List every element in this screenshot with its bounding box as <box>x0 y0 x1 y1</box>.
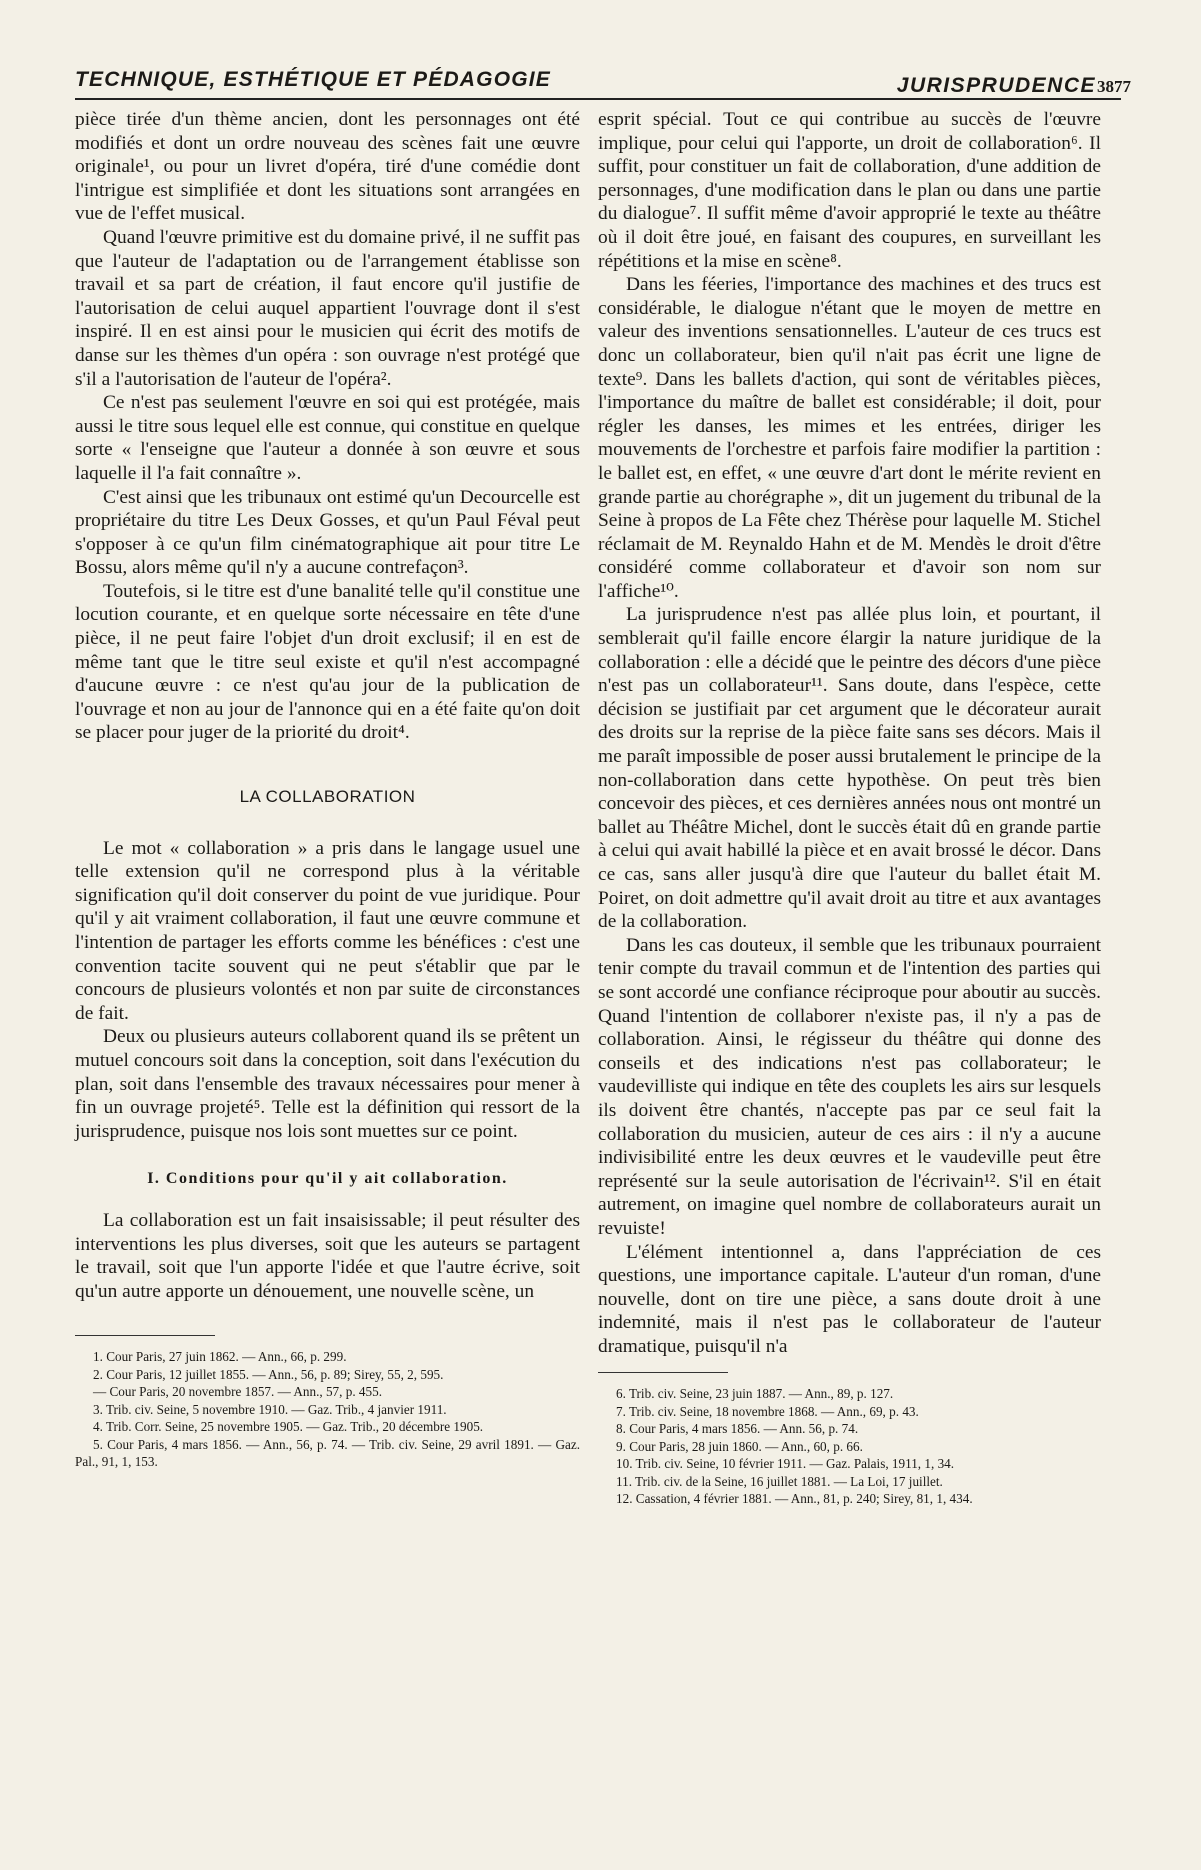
paragraph: Toutefois, si le titre est d'une banalité telle qu'il constitue une locution courante, et en quelque sorte nécessaire en tête d'une pièce, il ne peut faire l'objet d'un droit exclusif; il en est de même tant que le titre seul existe et qu'il n'est accompagné d'aucune œuvre : ce n'est qu'au jour de la publication de l'ouvrage et non au jour de l'annonce qui en a été faite qu'on doit se placer pour juger de la priorité du droit⁴. <box>75 580 580 744</box>
footnote: 2. Cour Paris, 12 juillet 1855. — Ann., 56, p. 89; Sirey, 55, 2, 595. <box>93 1366 444 1382</box>
paragraph: Deux ou plusieurs auteurs collaborent quand ils se prêtent un mutuel concours soit dans la conception, soit dans l'exécution du plan, soit dans l'ensemble des travaux nécessaires pour mener à fin un ouvrage projeté⁵. Telle est la définition qui ressort de la jurisprudence, puisque nos lois sont muettes sur ce point. <box>75 1026 580 1142</box>
paragraph: Ce n'est pas seulement l'œuvre en soi qui est protégée, mais aussi le titre sous lequel elle est connue, qui constitue en quelque sorte « l'enseigne que l'auteur a donnée à son œuvre et sous laquelle il l'a fait connaître ». <box>75 392 580 484</box>
right-column <box>598 108 1101 1508</box>
paragraph: Le mot « collaboration » a pris dans le langage usuel une telle extension qu'il ne correspond plus à la véritable signification qu'il doit conserver du point de vue juridique. Pour qu'il y ait vraiment collaboration, il faut une œuvre commune et l'intention de partager les efforts comme les bénéfices : c'est une convention tacite souvent qui ne peut s'établir que par le concours de plusieurs volontés et non par suite de circonstances de fait. <box>75 837 580 1024</box>
page-number: 3877 <box>1097 77 1131 96</box>
footnote: — Cour Paris, 20 novembre 1857. — Ann., 57, p. 455. <box>93 1384 383 1400</box>
paragraph: La jurisprudence n'est pas allée plus loin, et pourtant, il semblerait qu'il faille encore élargir la nature juridique de la collaboration : elle a décidé que le peintre des décors d'une pièce n'est pas un collaborateur¹¹. Sans doute, dans l'espèce, cette décision se justifiait par cet argument que le décorateur aurait des droits sur la reprise de la pièce faite sans ses décors. Mais il me paraît impossible de poser aussi brutalement le principe de la non-collaboration dans cette hypothèse. On peut très bien concevoir des pièces, et ces dernières années nous ont montré un ballet au Théâtre Michel, dont le succès était dû en grande partie à celui qui avait habillé la pièce et en avait brossé le décor. Dans ce cas, sans aller jusqu'à dire que l'auteur du ballet était M. Poiret, on doit admettre qu'il avait droit au titre et aux avantages de la collaboration. <box>598 604 1101 933</box>
footnote-rule <box>598 1372 728 1373</box>
footnote: 11. Trib. civ. de la Seine, 16 juillet 1881. — La Loi, 17 juillet. <box>616 1473 943 1489</box>
footnote: 8. Cour Paris, 4 mars 1856. — Ann. 56, p. 74. <box>616 1421 859 1437</box>
footnote: 3. Trib. civ. Seine, 5 novembre 1910. — Gaz. Trib., 4 janvier 1911. <box>93 1401 447 1417</box>
paragraph: esprit spécial. Tout ce qui contribue au succès de l'œuvre implique, pour celui qui l'apporte, un droit de collaboration⁶. Il suffit, pour constituer un fait de collaboration, d'une addition de personnages, d'une modification dans le plan ou dans une partie du dialogue⁷. Il suffit même d'avoir approprié le texte au théâtre où il doit être joué, en faisant des coupures, en surveillant les répétitions et la mise en scène⁸. <box>598 109 1101 272</box>
paragraph: C'est ainsi que les tribunaux ont estimé qu'un Decourcelle est propriétaire du titre Les Deux Gosses, et qu'un Paul Féval peut s'opposer à ce qu'un film cinématographique ait pour titre Le Bossu, alors même qu'il n'y a aucune contrefaçon³. <box>75 486 580 579</box>
paragraph: L'élément intentionnel a, dans l'appréciation de ces questions, une importance capitale. L'auteur d'un roman, d'une nouvelle, dont on tire une pièce, a sans doute droit à une indemnité, mais il n'est pas le collaborateur de l'auteur dramatique, puisqu'il n'a <box>598 1241 1101 1357</box>
footnotes-left <box>75 1348 580 1471</box>
footnotes-right <box>598 1385 1101 1508</box>
footnote-rule <box>75 1335 215 1336</box>
running-header-left: TECHNIQUE, ESTHÉTIQUE ET PÉDAGOGIE <box>75 68 552 91</box>
left-column <box>75 108 580 1471</box>
footnote: 4. Trib. Corr. Seine, 25 novembre 1905. — Gaz. Trib., 20 décembre 1905. <box>93 1419 484 1435</box>
footnote: 5. Cour Paris, 4 mars 1856. — Ann., 56, p. 74. — Trib. civ. Seine, 29 avril 1891. — Gaz. Pal., 91, 1, 153. <box>75 1436 580 1470</box>
footnote: 6. Trib. civ. Seine, 23 juin 1887. — Ann., 89, p. 127. <box>616 1386 894 1402</box>
paragraph: La collaboration est un fait insaisissable; il peut résulter des interventions les plus diverses, soit que les auteurs se partagent le travail, soit que l'un apporte l'idée et que l'autre écrive, soit qu'un autre apporte un dénouement, une nouvelle scène, un <box>75 1209 580 1302</box>
header-rule <box>75 98 1121 100</box>
footnote: 12. Cassation, 4 février 1881. — Ann., 81, p. 240; Sirey, 81, 1, 434. <box>616 1491 973 1507</box>
section-title: LA COLLABORATION <box>239 787 416 807</box>
footnote: 7. Trib. civ. Seine, 18 novembre 1868. — Ann., 69, p. 43. <box>616 1403 919 1419</box>
footnote: 9. Cour Paris, 28 juin 1860. — Ann., 60, p. 66. <box>616 1438 863 1454</box>
paragraph: Quand l'œuvre primitive est du domaine privé, il ne suffit pas que l'auteur de l'adaptation ou de l'arrangement établisse son travail et sa part de création, il faut encore qu'il justifie de l'autorisation de celui auquel appartient l'ouvrage dont il s'est inspiré. Il en est ainsi pour le musicien qui écrit des motifs de danse sur les thèmes d'un opéra : son ouvrage n'est protégé que s'il a l'autorisation de l'auteur de l'opéra². <box>75 226 580 390</box>
running-header-right: JURISPRUDENCE <box>896 74 1096 97</box>
paragraph: pièce tirée d'un thème ancien, dont les personnages ont été modifiés et dont un ordre nouveau des scènes fait une œuvre originale¹, ou pour un livret d'opéra, tiré d'une comédie dont l'intrigue est simplifiée et dont les situations sont arrangées en vue de l'effet musical. <box>75 109 580 225</box>
footnote: 1. Cour Paris, 27 juin 1862. — Ann., 66, p. 299. <box>93 1349 347 1365</box>
paragraph: Dans les féeries, l'importance des machines et des trucs est considérable, le dialogue n'étant que le moyen de mettre en valeur des inventions sensationnelles. L'auteur de ces trucs est donc un collaborateur, bien qu'il n'ait pas écrit une ligne de texte⁹. Dans les ballets d'action, qui sont de véritables pièces, l'importance du maître de ballet est considérable; il doit, pour régler les danses, les mimes et les entrées, diriger les mouvements de l'orchestre et parfois faire modifier la partition : le ballet est, en effet, « une œuvre d'art dont le mérite revient en grande partie au chorégraphe », dit un jugement du tribunal de la Seine à propos de La Fête chez Thérèse pour laquelle M. Stichel réclamait de M. Reynaldo Hahn et de M. Mendès le droit d'être considéré comme collaborateur et d'avoir son nom sur l'affiche¹⁰. <box>598 274 1101 602</box>
subsection-title: I. Conditions pour qu'il y ait collaboration. <box>147 1170 508 1188</box>
paragraph: Dans les cas douteux, il semble que les tribunaux pourraient tenir compte du travail commun et de l'intention des parties qui se sont accordé une confiance réciproque pour aboutir au succès. Quand l'intention de collaborer n'existe pas, il n'y a pas de collaboration. Ainsi, le régisseur du théâtre qui donne des conseils et des indications n'est pas collaborateur; le vaudevilliste qui indique en tête des couplets les airs sur lesquels ils doivent être chantés, n'accepte pas par ce seul fait la collaboration du musicien, auteur de ces airs : il n'y a aucune indivisibilité entre les deux œuvres et le vaudeville peut être représenté sur la seule autorisation de l'écrivain¹². S'il en était autrement, on imagine quel nombre de collaborateurs aurait un revuiste! <box>598 934 1101 1239</box>
footnote: 10. Trib. civ. Seine, 10 février 1911. — Gaz. Palais, 1911, 1, 34. <box>616 1456 955 1472</box>
